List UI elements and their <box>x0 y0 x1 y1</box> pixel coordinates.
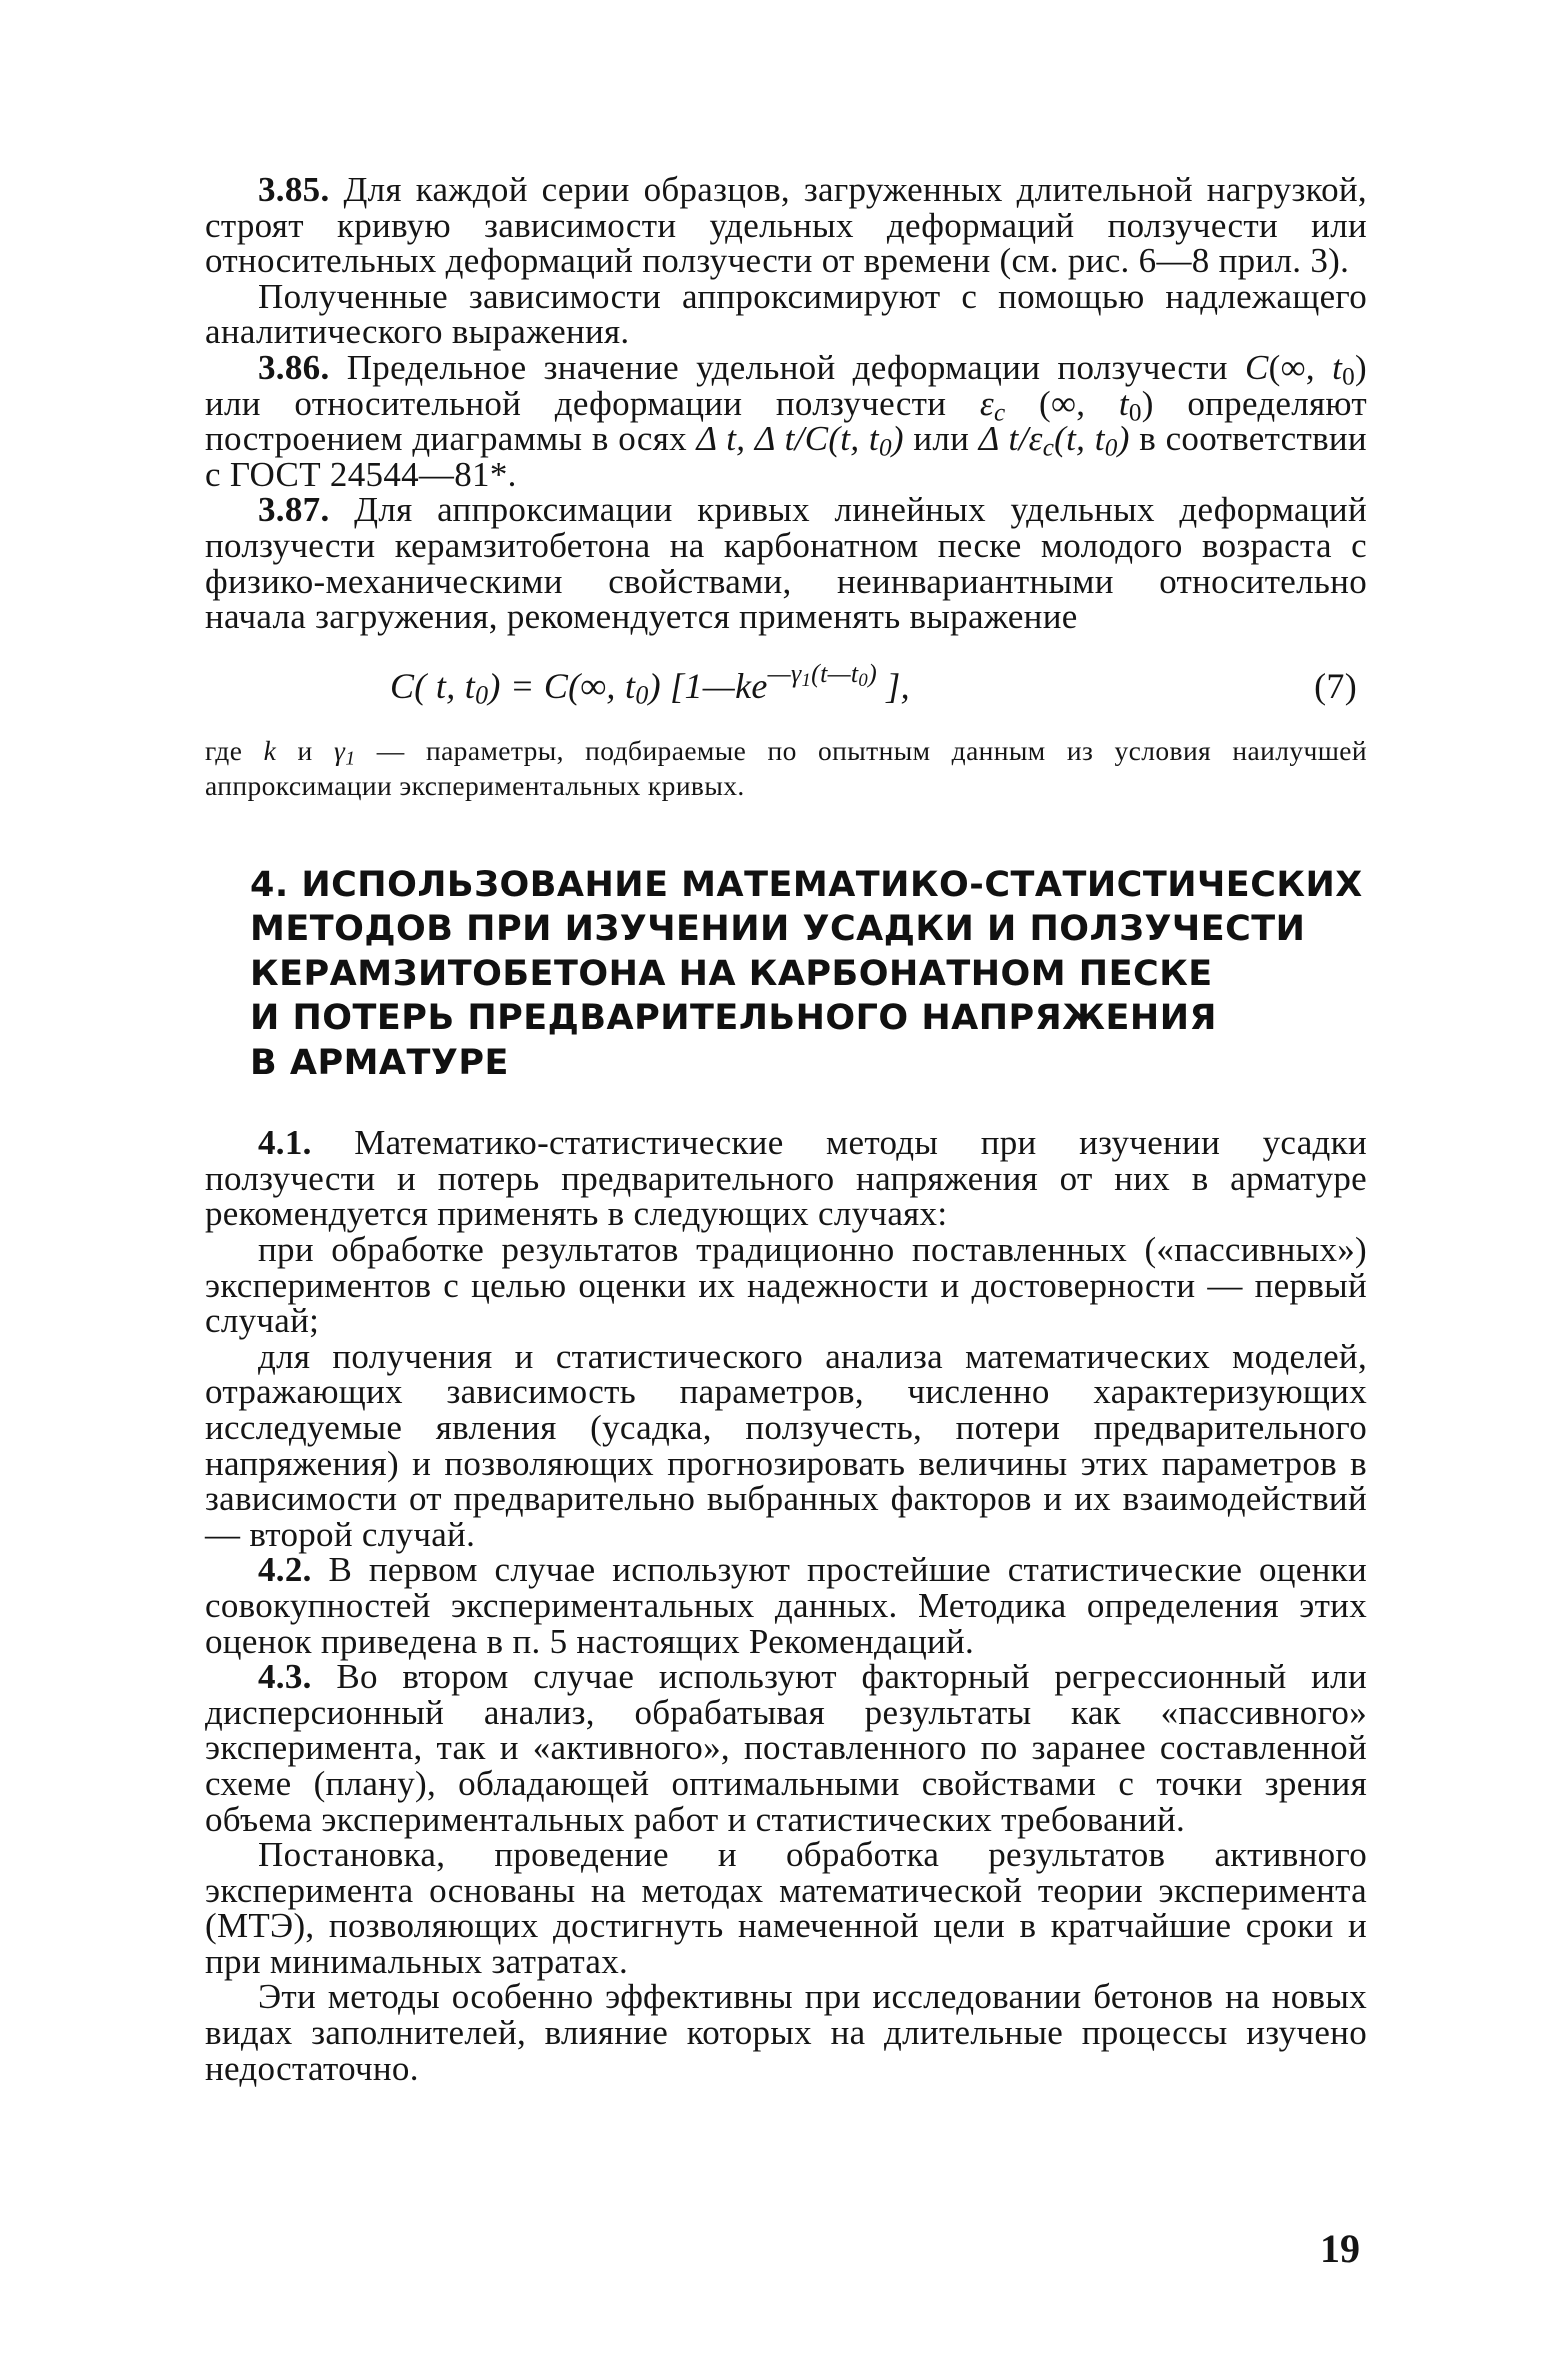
formula-note <box>205 733 1367 803</box>
page-number: 19 <box>1320 2226 1360 2271</box>
section-heading <box>250 863 1367 1086</box>
paragraph-text: Математико-статистические методы при изучении усадки ползучести и потерь предварительного напряжения от них в арматуре рекомендуется применять в следующих случаях: <box>205 1123 1367 1234</box>
clause-number: 4.3. <box>258 1657 312 1697</box>
paragraph-4-2 <box>205 1552 1367 1659</box>
paragraph-text: в соответствии с ГОСТ 24544—81*. <box>205 419 1367 494</box>
paragraph-3-85 <box>205 172 1367 279</box>
paragraph-4-1 <box>205 1125 1367 1232</box>
heading-line: И ПОТЕРЬ ПРЕДВАРИТЕЛЬНОГО НАПРЯЖЕНИЯ <box>250 998 1217 1039</box>
heading-line: КЕРАМЗИТОБЕТОНА НА КАРБОНАТНОМ ПЕСКЕ <box>250 953 1213 994</box>
paragraph-4-1-case-1 <box>205 1232 1367 1339</box>
paragraph-text: при обработке результатов традиционно поставленных («пассивных») экспериментов с целью оценки их надежности и достоверности — первый случай; <box>205 1230 1367 1341</box>
formula-7 <box>205 649 1367 733</box>
math-symbol-k: k <box>263 734 277 766</box>
heading-line: В АРМАТУРЕ <box>250 1042 509 1083</box>
clause-number: 3.87. <box>258 490 330 530</box>
clause-number: 3.86. <box>258 347 330 387</box>
paragraph-text: определяют построением диаграммы в осях <box>205 383 1368 459</box>
clause-number: 4.1. <box>258 1123 312 1163</box>
paragraph-text: В первом случае используют простейшие статистические оценки совокупностей экспериментальных данных. Методика определения этих оценок приведена в п. 5 настоящих Рекомендаций. <box>205 1550 1367 1661</box>
paragraph-4-3 <box>205 1659 1367 1837</box>
paragraph-text: Предельное значение удельной деформации ползучести <box>346 347 1228 387</box>
paragraph-text: или относительной деформации ползучести <box>205 383 947 423</box>
page-body <box>205 172 1367 2086</box>
paragraph-3-87 <box>205 490 1367 637</box>
clause-number: 4.2. <box>258 1550 312 1590</box>
note-and: и <box>297 734 313 766</box>
paragraph-3-85-continued <box>205 276 1367 352</box>
formula-number: (7) <box>1314 665 1357 706</box>
math-expression: $\varepsilon_c$ <box>979 383 1006 427</box>
paragraph-4-3-final <box>205 1979 1367 2086</box>
paragraph-text: Постановка, проведение и обработка результатов активного эксперимента основаны на методах математической теории эксперимента (МТЭ), позволяющих достигнуть намеченной цели в кратчайшие сроки и при минимальных затратах. <box>205 1835 1367 1981</box>
paragraph-text: Во втором случае используют факторный регрессионный или дисперсионный анализ, обрабатывая результаты как «пассивного» эксперимента, так и «активного», поставленного по заранее составленной схеме (плану), обладающей оптимальными свойствами с точки зрения объема экспериментальных работ и статистических требований. <box>205 1657 1367 1839</box>
formula-expression: C( t, $t_0) = C(\infty$, $t_0$) [$1—ke^{—\gamma_1(t—t_0)}$ ], <box>390 658 910 710</box>
paragraph-3-86: 3.86. Предельное значение удельной деформации ползучести C(∞, $t_0$) или относительной деформации ползучести $\varepsilon_c$ (∞, $t_0$) определяют построением диаграммы в осях Δ t, Δ t/C(t, $t_0$) или Δ $t/\varepsilon_c(t$, $t_0$) в соответствии с ГОСТ 24544—81*. <box>205 347 1368 494</box>
paragraph-4-1-case-2 <box>205 1336 1367 1554</box>
heading-line: МЕТОДОВ ПРИ ИЗУЧЕНИИ УСАДКИ И ПОЛЗУЧЕСТИ <box>250 909 1306 950</box>
note-text: — параметры, подбираемые по опытным данным из условия наилучшей аппроксимации экспериментальных кривых. <box>205 734 1368 801</box>
paragraph-4-3-continued <box>205 1837 1367 1979</box>
paragraph-text: Эти методы особенно эффективны при исследовании бетонов на новых видах заполнителей, влияние которых на длительные процессы изучено недостаточно. <box>205 1977 1367 2088</box>
heading-line: 4. ИСПОЛЬЗОВАНИЕ МАТЕМАТИКО-СТАТИСТИЧЕСКИХ <box>250 864 1363 905</box>
note-where: где <box>205 734 243 766</box>
paragraph-text: Полученные зависимости аппроксимируют с помощью надлежащего аналитического выражения. <box>205 276 1367 352</box>
math-expression: Δ $t/\varepsilon_c(t$, $t_0$) <box>978 419 1130 462</box>
paragraph-text: Для каждой серии образцов, загруженных длительной нагрузкой, строят кривую зависимости удельных деформаций ползучести или относительных деформаций ползучести от времени (см. рис. 6—8 прил. 3). <box>205 170 1367 281</box>
paragraph-text: для получения и статистического анализа математических моделей, отражающих зависимость параметров, численно характеризующих исследуемые явления (усадка, ползучесть, потери предварительного напряжения) и позволяющих прогнозировать величины этих параметров в зависимости от предварительно выбранных факторов и их взаимодействий — второй случай. <box>205 1336 1367 1554</box>
math-expression: C <box>1245 347 1269 387</box>
paragraph-text: или <box>913 419 970 459</box>
math-symbol-gamma: $\gamma_1$ <box>333 734 356 770</box>
math-expression: Δ t, Δ t/C(t, $t_0$) <box>696 419 904 462</box>
clause-number: 3.85. <box>258 170 330 209</box>
paragraph-text: Для аппроксимации кривых линейных удельных деформаций ползучести керамзитобетона на карбонатном песке молодого возраста с физико-механическими свойствами, неинвариантными относительно начала загружения, рекомендуется применять выражение <box>205 490 1367 637</box>
